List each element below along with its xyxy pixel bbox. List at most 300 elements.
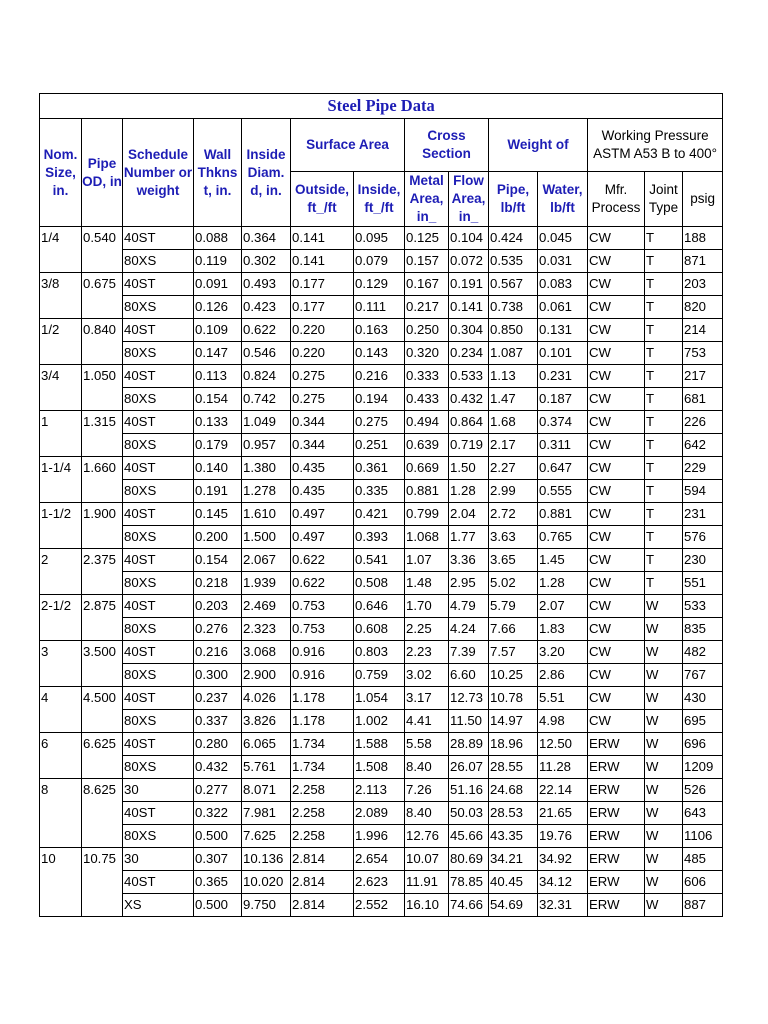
cell-pipe-weight: 40.45 <box>489 871 538 894</box>
cell-joint-type: T <box>645 572 683 595</box>
cell-surface-outside: 0.916 <box>291 664 354 687</box>
table-row <box>40 549 723 572</box>
cell-flow-area: 80.69 <box>449 848 489 871</box>
cell-flow-area: 1.28 <box>449 480 489 503</box>
cell-surface-outside: 0.177 <box>291 296 354 319</box>
cell-joint-type: T <box>645 227 683 250</box>
table-row <box>40 480 723 503</box>
cell-flow-area: 3.36 <box>449 549 489 572</box>
cell-schedule: 40ST <box>123 641 194 664</box>
cell-schedule: 40ST <box>123 595 194 618</box>
table-row <box>40 250 723 273</box>
cell-psig: 1106 <box>683 825 723 848</box>
cell-water-weight: 0.131 <box>538 319 588 342</box>
cell-water-weight: 0.881 <box>538 503 588 526</box>
cell-joint-type: W <box>645 871 683 894</box>
cell-surface-outside: 0.141 <box>291 227 354 250</box>
cell-surface-inside: 2.552 <box>354 894 405 917</box>
cell-nom-size <box>40 756 82 779</box>
cell-nom-size: 3/4 <box>40 365 82 388</box>
cell-joint-type: T <box>645 250 683 273</box>
header-pipe-weight: Pipe, lb/ft <box>489 172 538 227</box>
cell-psig: 203 <box>683 273 723 296</box>
cell-joint-type: W <box>645 848 683 871</box>
cell-surface-inside: 0.421 <box>354 503 405 526</box>
cell-wall-thickness: 0.200 <box>194 526 242 549</box>
header-working-pressure: Working Pressure ASTM A53 B to 400° <box>588 119 723 172</box>
cell-pipe-weight: 0.738 <box>489 296 538 319</box>
cell-flow-area: 50.03 <box>449 802 489 825</box>
cell-surface-outside: 1.178 <box>291 687 354 710</box>
cell-surface-outside: 2.258 <box>291 779 354 802</box>
cell-surface-outside: 2.814 <box>291 848 354 871</box>
cell-mfr-process: CW <box>588 250 645 273</box>
table-row <box>40 756 723 779</box>
cell-surface-outside: 1.734 <box>291 756 354 779</box>
cell-wall-thickness: 0.277 <box>194 779 242 802</box>
cell-schedule: XS <box>123 894 194 917</box>
cell-surface-outside: 0.344 <box>291 411 354 434</box>
cell-surface-outside: 0.497 <box>291 526 354 549</box>
cell-metal-area: 1.068 <box>405 526 449 549</box>
cell-surface-inside: 2.113 <box>354 779 405 802</box>
cell-metal-area: 0.494 <box>405 411 449 434</box>
cell-surface-inside: 0.079 <box>354 250 405 273</box>
cell-pipe-od: 3.500 <box>82 641 123 664</box>
table-row <box>40 802 723 825</box>
cell-pipe-weight: 2.72 <box>489 503 538 526</box>
cell-nom-size <box>40 342 82 365</box>
cell-water-weight: 4.98 <box>538 710 588 733</box>
cell-surface-outside: 0.275 <box>291 365 354 388</box>
cell-metal-area: 0.250 <box>405 319 449 342</box>
cell-psig: 430 <box>683 687 723 710</box>
table-row <box>40 296 723 319</box>
cell-mfr-process: CW <box>588 342 645 365</box>
cell-mfr-process: CW <box>588 434 645 457</box>
cell-nom-size <box>40 250 82 273</box>
cell-surface-outside: 2.814 <box>291 871 354 894</box>
cell-mfr-process: ERW <box>588 871 645 894</box>
cell-psig: 695 <box>683 710 723 733</box>
cell-water-weight: 1.45 <box>538 549 588 572</box>
cell-inside-diameter: 0.364 <box>242 227 291 250</box>
cell-inside-diameter: 8.071 <box>242 779 291 802</box>
cell-wall-thickness: 0.119 <box>194 250 242 273</box>
header-metal-area: Metal Area, in_ <box>405 172 449 227</box>
cell-inside-diameter: 1.380 <box>242 457 291 480</box>
table-row <box>40 618 723 641</box>
cell-pipe-od: 8.625 <box>82 779 123 802</box>
cell-pipe-weight: 3.63 <box>489 526 538 549</box>
cell-pipe-od <box>82 296 123 319</box>
cell-water-weight: 1.83 <box>538 618 588 641</box>
cell-joint-type: W <box>645 618 683 641</box>
cell-water-weight: 0.765 <box>538 526 588 549</box>
cell-schedule: 40ST <box>123 457 194 480</box>
cell-pipe-weight: 18.96 <box>489 733 538 756</box>
cell-schedule: 80XS <box>123 388 194 411</box>
header-cross-section: Cross Section <box>405 119 489 172</box>
cell-mfr-process: CW <box>588 710 645 733</box>
cell-inside-diameter: 6.065 <box>242 733 291 756</box>
cell-inside-diameter: 4.026 <box>242 687 291 710</box>
cell-joint-type: T <box>645 457 683 480</box>
cell-flow-area: 4.79 <box>449 595 489 618</box>
cell-psig: 526 <box>683 779 723 802</box>
cell-water-weight: 2.07 <box>538 595 588 618</box>
table-row <box>40 664 723 687</box>
table-row <box>40 365 723 388</box>
cell-mfr-process: CW <box>588 227 645 250</box>
cell-psig: 226 <box>683 411 723 434</box>
cell-wall-thickness: 0.322 <box>194 802 242 825</box>
cell-inside-diameter: 5.761 <box>242 756 291 779</box>
cell-schedule: 40ST <box>123 733 194 756</box>
cell-wall-thickness: 0.432 <box>194 756 242 779</box>
cell-mfr-process: CW <box>588 526 645 549</box>
cell-nom-size: 1 <box>40 411 82 434</box>
cell-inside-diameter: 10.020 <box>242 871 291 894</box>
cell-surface-inside: 1.508 <box>354 756 405 779</box>
cell-mfr-process: CW <box>588 296 645 319</box>
cell-nom-size <box>40 480 82 503</box>
cell-water-weight: 3.20 <box>538 641 588 664</box>
cell-schedule: 80XS <box>123 710 194 733</box>
cell-mfr-process: CW <box>588 618 645 641</box>
cell-psig: 485 <box>683 848 723 871</box>
cell-nom-size: 10 <box>40 848 82 871</box>
cell-mfr-process: CW <box>588 388 645 411</box>
cell-pipe-od <box>82 710 123 733</box>
cell-surface-outside: 0.497 <box>291 503 354 526</box>
header-inside-surface: Inside, ft_/ft <box>354 172 405 227</box>
cell-surface-inside: 0.361 <box>354 457 405 480</box>
table-row <box>40 526 723 549</box>
cell-metal-area: 0.669 <box>405 457 449 480</box>
cell-psig: 1209 <box>683 756 723 779</box>
cell-joint-type: T <box>645 296 683 319</box>
cell-surface-inside: 1.002 <box>354 710 405 733</box>
cell-pipe-weight: 5.02 <box>489 572 538 595</box>
cell-metal-area: 16.10 <box>405 894 449 917</box>
cell-pipe-weight: 10.78 <box>489 687 538 710</box>
cell-schedule: 80XS <box>123 480 194 503</box>
cell-psig: 606 <box>683 871 723 894</box>
cell-metal-area: 0.881 <box>405 480 449 503</box>
cell-mfr-process: ERW <box>588 779 645 802</box>
cell-mfr-process: CW <box>588 503 645 526</box>
cell-schedule: 80XS <box>123 618 194 641</box>
cell-pipe-od <box>82 480 123 503</box>
cell-joint-type: W <box>645 894 683 917</box>
cell-joint-type: T <box>645 273 683 296</box>
cell-joint-type: T <box>645 319 683 342</box>
cell-wall-thickness: 0.203 <box>194 595 242 618</box>
table-row <box>40 733 723 756</box>
cell-pipe-od <box>82 802 123 825</box>
cell-surface-inside: 0.393 <box>354 526 405 549</box>
cell-pipe-od <box>82 664 123 687</box>
cell-pipe-od: 2.875 <box>82 595 123 618</box>
cell-nom-size: 1/4 <box>40 227 82 250</box>
cell-nom-size: 1/2 <box>40 319 82 342</box>
cell-wall-thickness: 0.154 <box>194 388 242 411</box>
cell-surface-inside: 0.508 <box>354 572 405 595</box>
cell-metal-area: 0.217 <box>405 296 449 319</box>
cell-flow-area: 1.50 <box>449 457 489 480</box>
cell-pipe-weight: 1.68 <box>489 411 538 434</box>
cell-nom-size: 1-1/2 <box>40 503 82 526</box>
cell-surface-outside: 0.275 <box>291 388 354 411</box>
cell-nom-size: 1-1/4 <box>40 457 82 480</box>
cell-nom-size: 4 <box>40 687 82 710</box>
cell-pipe-weight: 0.424 <box>489 227 538 250</box>
cell-joint-type: W <box>645 733 683 756</box>
cell-joint-type: W <box>645 779 683 802</box>
cell-surface-inside: 0.275 <box>354 411 405 434</box>
cell-schedule: 80XS <box>123 664 194 687</box>
cell-pipe-od: 1.050 <box>82 365 123 388</box>
cell-mfr-process: ERW <box>588 733 645 756</box>
cell-water-weight: 2.86 <box>538 664 588 687</box>
cell-water-weight: 1.28 <box>538 572 588 595</box>
cell-pipe-weight: 0.535 <box>489 250 538 273</box>
cell-flow-area: 28.89 <box>449 733 489 756</box>
cell-pipe-od <box>82 434 123 457</box>
cell-inside-diameter: 0.824 <box>242 365 291 388</box>
cell-surface-outside: 0.622 <box>291 549 354 572</box>
cell-pipe-weight: 0.567 <box>489 273 538 296</box>
cell-wall-thickness: 0.109 <box>194 319 242 342</box>
cell-wall-thickness: 0.147 <box>194 342 242 365</box>
cell-wall-thickness: 0.337 <box>194 710 242 733</box>
table-row <box>40 319 723 342</box>
cell-mfr-process: CW <box>588 595 645 618</box>
cell-psig: 871 <box>683 250 723 273</box>
header-schedule: Schedule Number or weight <box>123 119 194 227</box>
cell-pipe-od <box>82 250 123 273</box>
header-pipe-od: Pipe OD, in <box>82 119 123 227</box>
cell-water-weight: 22.14 <box>538 779 588 802</box>
cell-schedule: 40ST <box>123 227 194 250</box>
table-row <box>40 710 723 733</box>
table-row <box>40 641 723 664</box>
cell-pipe-weight: 7.57 <box>489 641 538 664</box>
cell-surface-outside: 0.177 <box>291 273 354 296</box>
cell-surface-inside: 0.646 <box>354 595 405 618</box>
cell-mfr-process: CW <box>588 319 645 342</box>
header-psig: psig <box>683 172 723 227</box>
cell-wall-thickness: 0.307 <box>194 848 242 871</box>
cell-pipe-weight: 7.66 <box>489 618 538 641</box>
cell-flow-area: 11.50 <box>449 710 489 733</box>
cell-nom-size: 2 <box>40 549 82 572</box>
cell-inside-diameter: 2.900 <box>242 664 291 687</box>
cell-psig: 594 <box>683 480 723 503</box>
cell-wall-thickness: 0.218 <box>194 572 242 595</box>
cell-flow-area: 0.533 <box>449 365 489 388</box>
cell-nom-size <box>40 296 82 319</box>
cell-psig: 229 <box>683 457 723 480</box>
cell-surface-outside: 0.622 <box>291 572 354 595</box>
cell-pipe-od <box>82 526 123 549</box>
cell-joint-type: W <box>645 710 683 733</box>
cell-mfr-process: CW <box>588 572 645 595</box>
table-row <box>40 503 723 526</box>
cell-inside-diameter: 1.939 <box>242 572 291 595</box>
cell-water-weight: 0.045 <box>538 227 588 250</box>
cell-wall-thickness: 0.088 <box>194 227 242 250</box>
cell-wall-thickness: 0.091 <box>194 273 242 296</box>
cell-wall-thickness: 0.113 <box>194 365 242 388</box>
cell-pipe-weight: 1.087 <box>489 342 538 365</box>
cell-wall-thickness: 0.280 <box>194 733 242 756</box>
cell-metal-area: 5.58 <box>405 733 449 756</box>
cell-pipe-weight: 1.47 <box>489 388 538 411</box>
cell-metal-area: 11.91 <box>405 871 449 894</box>
cell-flow-area: 7.39 <box>449 641 489 664</box>
cell-water-weight: 0.231 <box>538 365 588 388</box>
cell-wall-thickness: 0.500 <box>194 825 242 848</box>
table-row <box>40 227 723 250</box>
cell-nom-size <box>40 871 82 894</box>
cell-pipe-weight: 0.850 <box>489 319 538 342</box>
header-surface-area: Surface Area <box>291 119 405 172</box>
cell-nom-size: 3/8 <box>40 273 82 296</box>
cell-pipe-weight: 43.35 <box>489 825 538 848</box>
cell-schedule: 40ST <box>123 365 194 388</box>
cell-schedule: 30 <box>123 848 194 871</box>
cell-pipe-weight: 2.27 <box>489 457 538 480</box>
cell-nom-size: 6 <box>40 733 82 756</box>
cell-wall-thickness: 0.500 <box>194 894 242 917</box>
cell-wall-thickness: 0.154 <box>194 549 242 572</box>
cell-metal-area: 8.40 <box>405 756 449 779</box>
cell-wall-thickness: 0.300 <box>194 664 242 687</box>
cell-inside-diameter: 0.742 <box>242 388 291 411</box>
cell-surface-outside: 0.916 <box>291 641 354 664</box>
cell-metal-area: 7.26 <box>405 779 449 802</box>
cell-metal-area: 2.23 <box>405 641 449 664</box>
cell-schedule: 40ST <box>123 411 194 434</box>
header-outside: Outside, ft_/ft <box>291 172 354 227</box>
cell-psig: 767 <box>683 664 723 687</box>
cell-inside-diameter: 2.323 <box>242 618 291 641</box>
cell-pipe-od: 0.675 <box>82 273 123 296</box>
cell-pipe-od <box>82 572 123 595</box>
cell-nom-size <box>40 710 82 733</box>
table-row <box>40 342 723 365</box>
cell-mfr-process: ERW <box>588 802 645 825</box>
cell-metal-area: 4.41 <box>405 710 449 733</box>
cell-mfr-process: CW <box>588 687 645 710</box>
cell-surface-outside: 2.258 <box>291 825 354 848</box>
table-row <box>40 411 723 434</box>
cell-surface-outside: 0.435 <box>291 457 354 480</box>
cell-inside-diameter: 1.049 <box>242 411 291 434</box>
cell-surface-inside: 1.996 <box>354 825 405 848</box>
cell-pipe-od <box>82 618 123 641</box>
cell-flow-area: 0.234 <box>449 342 489 365</box>
cell-psig: 551 <box>683 572 723 595</box>
cell-joint-type: W <box>645 595 683 618</box>
cell-surface-inside: 0.129 <box>354 273 405 296</box>
cell-inside-diameter: 0.957 <box>242 434 291 457</box>
cell-pipe-od <box>82 894 123 917</box>
cell-water-weight: 34.12 <box>538 871 588 894</box>
cell-surface-outside: 2.258 <box>291 802 354 825</box>
cell-nom-size <box>40 618 82 641</box>
cell-schedule: 30 <box>123 779 194 802</box>
cell-metal-area: 1.70 <box>405 595 449 618</box>
cell-surface-inside: 0.194 <box>354 388 405 411</box>
table-row <box>40 595 723 618</box>
cell-joint-type: W <box>645 641 683 664</box>
cell-psig: 820 <box>683 296 723 319</box>
cell-schedule: 40ST <box>123 871 194 894</box>
cell-flow-area: 0.432 <box>449 388 489 411</box>
cell-water-weight: 0.101 <box>538 342 588 365</box>
cell-surface-outside: 0.753 <box>291 618 354 641</box>
cell-pipe-od: 2.375 <box>82 549 123 572</box>
cell-metal-area: 0.320 <box>405 342 449 365</box>
cell-nom-size: 3 <box>40 641 82 664</box>
cell-wall-thickness: 0.365 <box>194 871 242 894</box>
cell-psig: 642 <box>683 434 723 457</box>
cell-schedule: 80XS <box>123 434 194 457</box>
cell-schedule: 40ST <box>123 687 194 710</box>
cell-inside-diameter: 0.493 <box>242 273 291 296</box>
cell-joint-type: T <box>645 503 683 526</box>
cell-schedule: 80XS <box>123 296 194 319</box>
cell-psig: 188 <box>683 227 723 250</box>
cell-mfr-process: CW <box>588 641 645 664</box>
header-flow-area: Flow Area, in_ <box>449 172 489 227</box>
cell-flow-area: 0.191 <box>449 273 489 296</box>
cell-inside-diameter: 0.423 <box>242 296 291 319</box>
cell-nom-size <box>40 825 82 848</box>
cell-pipe-weight: 28.53 <box>489 802 538 825</box>
cell-psig: 643 <box>683 802 723 825</box>
cell-surface-inside: 0.251 <box>354 434 405 457</box>
cell-flow-area: 0.072 <box>449 250 489 273</box>
cell-pipe-weight: 54.69 <box>489 894 538 917</box>
cell-flow-area: 6.60 <box>449 664 489 687</box>
cell-mfr-process: CW <box>588 365 645 388</box>
cell-pipe-od: 0.540 <box>82 227 123 250</box>
cell-pipe-weight: 2.99 <box>489 480 538 503</box>
cell-nom-size <box>40 572 82 595</box>
table-row <box>40 388 723 411</box>
cell-joint-type: T <box>645 526 683 549</box>
cell-metal-area: 1.07 <box>405 549 449 572</box>
table-row <box>40 779 723 802</box>
cell-surface-inside: 0.608 <box>354 618 405 641</box>
cell-pipe-weight: 2.17 <box>489 434 538 457</box>
cell-nom-size: 2-1/2 <box>40 595 82 618</box>
cell-inside-diameter: 1.500 <box>242 526 291 549</box>
cell-joint-type: W <box>645 687 683 710</box>
cell-inside-diameter: 0.546 <box>242 342 291 365</box>
cell-surface-inside: 1.588 <box>354 733 405 756</box>
cell-schedule: 40ST <box>123 319 194 342</box>
header-weight-of: Weight of <box>489 119 588 172</box>
table-row <box>40 825 723 848</box>
cell-surface-inside: 0.216 <box>354 365 405 388</box>
cell-joint-type: W <box>645 802 683 825</box>
cell-wall-thickness: 0.191 <box>194 480 242 503</box>
